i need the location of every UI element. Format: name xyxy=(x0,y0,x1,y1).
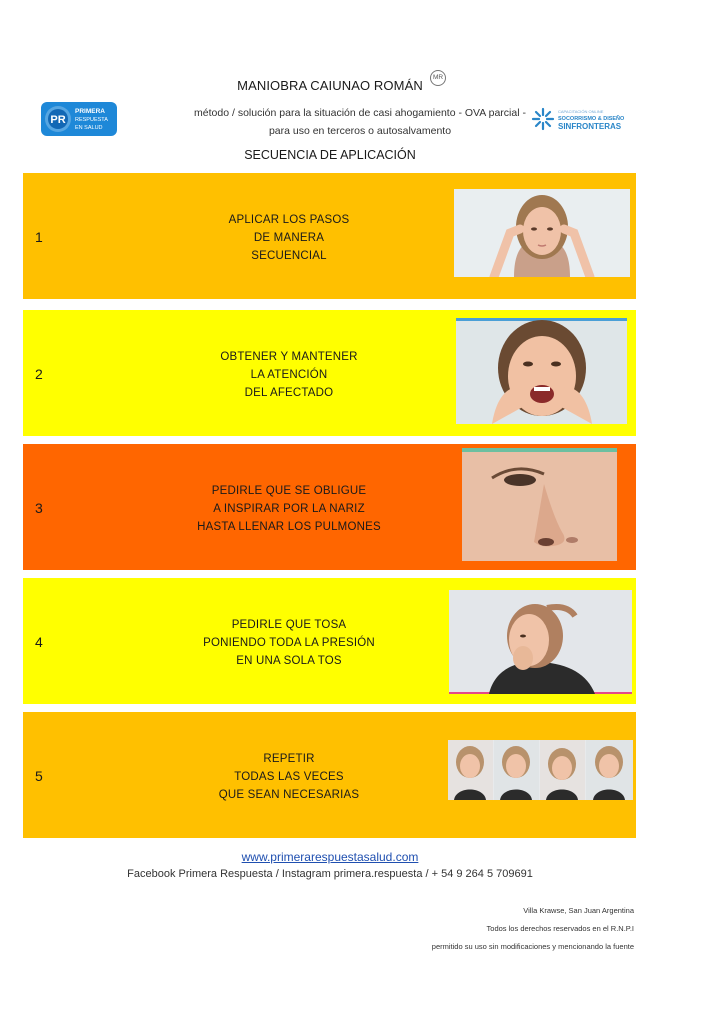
step-line: DEL AFECTADO xyxy=(244,387,334,399)
logo-pr-line2: RESPUESTA xyxy=(75,117,108,123)
social-contact-line: Facebook Primera Respuesta / Instagram primera.respuesta / + 54 9 264 5 709691 xyxy=(127,868,533,880)
subtitle-line-2: para uso en terceros o autosalvamento xyxy=(268,125,452,137)
step-line: LA ATENCIÓN xyxy=(250,369,328,381)
step-line: HASTA LLENAR LOS PULMONES xyxy=(197,521,381,533)
step-number: 1 xyxy=(35,229,43,245)
step-number: 3 xyxy=(35,500,43,516)
step-photo-shouting xyxy=(456,318,627,424)
step-photo-coughing xyxy=(449,590,632,694)
step-line: PEDIRLE QUE TOSA xyxy=(231,619,347,631)
step-row-3 xyxy=(23,444,636,570)
logo-sf-bottom: SINFRONTERAS xyxy=(558,122,622,131)
step-row-5 xyxy=(23,712,636,838)
permission-text: permitido su uso sin modificaciones y mencionando la fuente xyxy=(431,942,634,951)
step-line: DE MANERA xyxy=(253,232,325,244)
step-line: SECUENCIAL xyxy=(251,250,327,262)
step-photo-sequence xyxy=(448,740,633,800)
step-line: TODAS LAS VECES xyxy=(234,771,344,783)
step-row-2 xyxy=(23,310,636,436)
step-line: EN UNA SOLA TOS xyxy=(236,655,342,667)
logo-sf-top: CAPACITACIÓN ONLINE xyxy=(558,109,604,114)
step-instruction xyxy=(123,482,455,536)
website-link[interactable]: www.primerarespuestasalud.com xyxy=(241,850,419,864)
sinfronteras-logo xyxy=(531,105,635,133)
step-line: A INSPIRAR POR LA NARIZ xyxy=(213,503,365,515)
step-row-1 xyxy=(23,173,636,299)
step-line: APLICAR LOS PASOS xyxy=(228,214,350,226)
step-photo-temples xyxy=(454,189,630,277)
step-line: OBTENER Y MANTENER xyxy=(220,351,358,363)
step-instruction xyxy=(123,750,455,804)
trademark-badge: MR xyxy=(430,70,446,86)
primera-respuesta-logo xyxy=(41,102,117,136)
step-line: QUE SEAN NECESARIAS xyxy=(218,789,360,801)
location-text: Villa Krawse, San Juan Argentina xyxy=(523,906,634,915)
subtitle xyxy=(130,104,590,140)
step-line: PEDIRLE QUE SE OBLIGUE xyxy=(211,485,367,497)
step-number: 5 xyxy=(35,768,43,784)
step-row-4 xyxy=(23,578,636,704)
subtitle-line-1: método / solución para la situación de casi ahogamiento - OVA parcial - xyxy=(194,107,526,119)
step-photo-nose xyxy=(462,448,617,561)
rights-text: Todos los derechos reservados en el R.N.P.I xyxy=(486,924,634,933)
step-line: REPETIR xyxy=(263,753,315,765)
step-instruction xyxy=(123,211,455,265)
step-line: PONIENDO TODA LA PRESIÓN xyxy=(203,637,375,649)
logo-pr-line1: PRIMERA xyxy=(75,108,105,115)
logo-pr-line3: EN SALUD xyxy=(75,125,103,131)
document-title: MANIOBRA CAIUNAO ROMÁN xyxy=(237,78,423,93)
step-number: 2 xyxy=(35,366,43,382)
logo-sf-middle: SOCORRISMO & DISEÑO xyxy=(558,116,625,122)
step-number: 4 xyxy=(35,634,43,650)
logo-pr-initials: PR xyxy=(50,114,66,126)
step-instruction xyxy=(123,616,455,670)
step-instruction xyxy=(123,348,455,402)
section-title: SECUENCIA DE APLICACIÓN xyxy=(244,148,416,162)
